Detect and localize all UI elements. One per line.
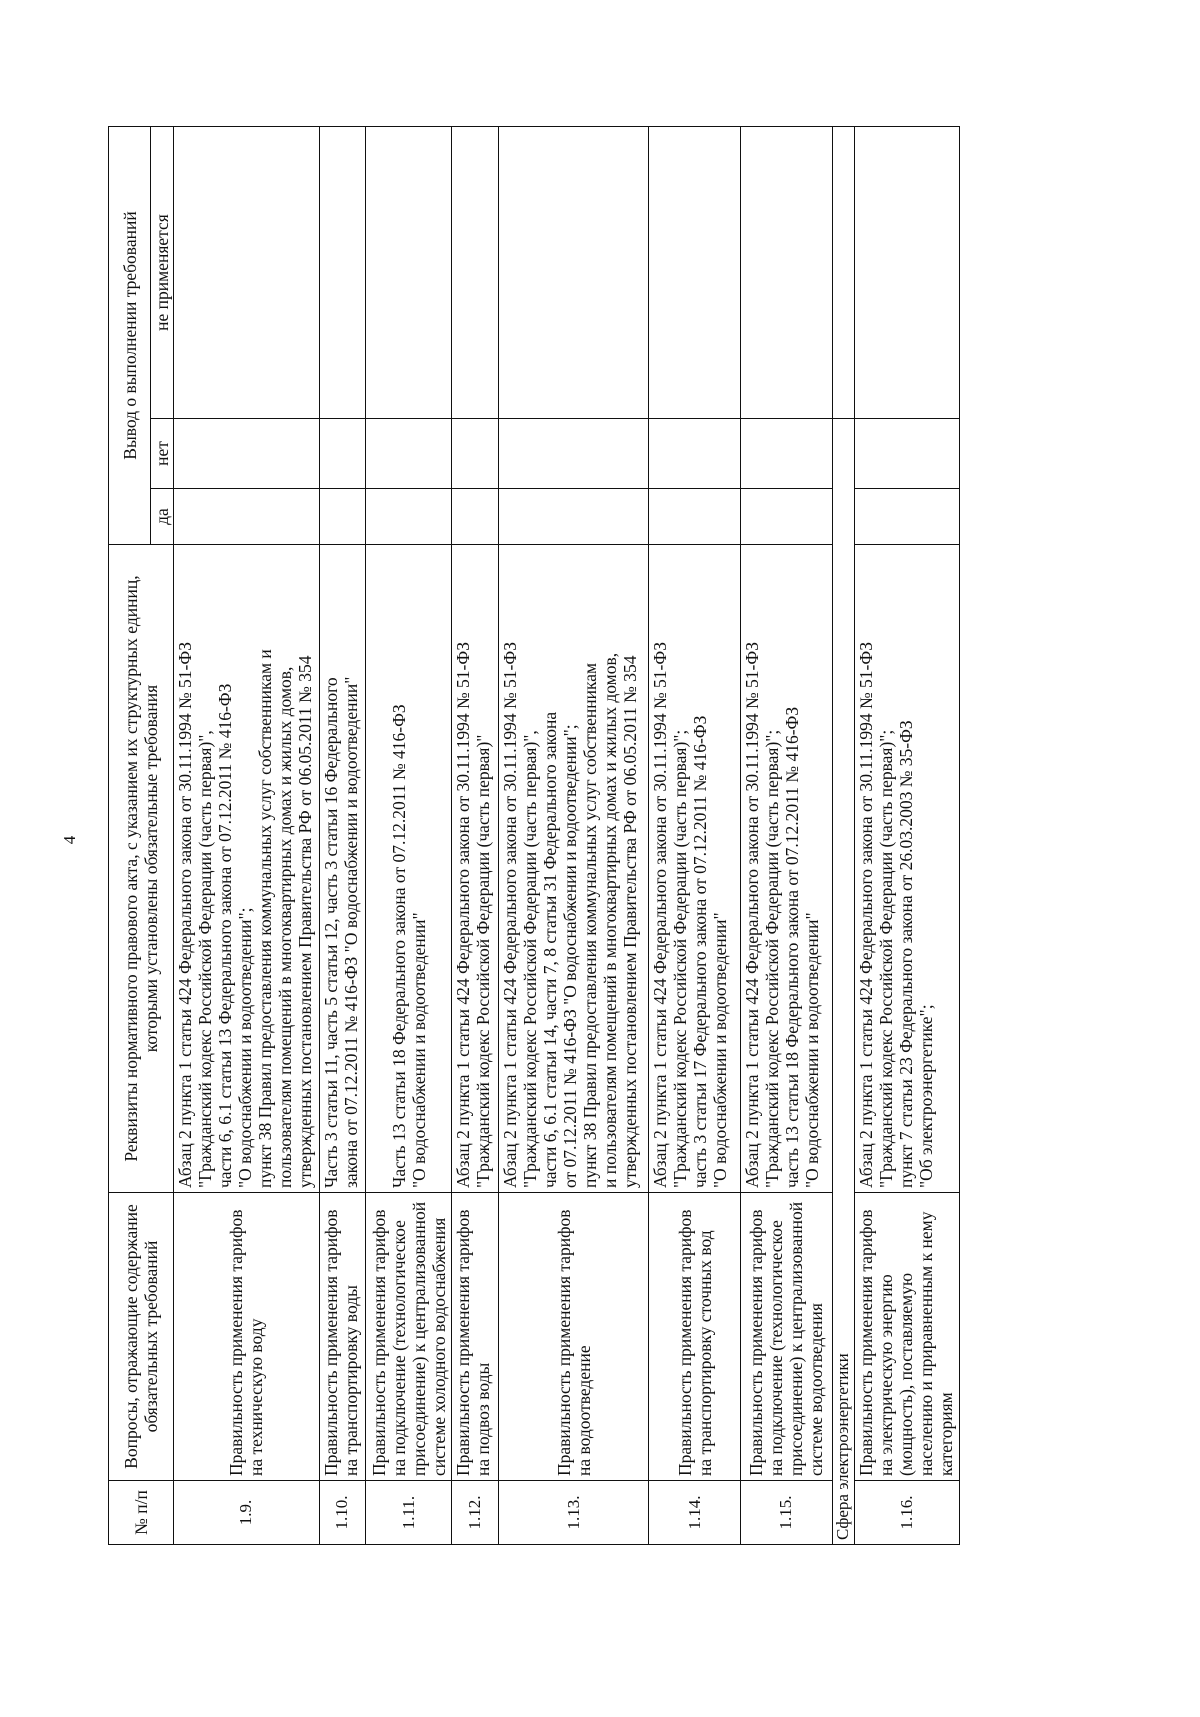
cell-yes	[174, 489, 320, 545]
act-line: Абзац 2 пункта 1 статьи 424 Федерального закона от 30.11.1994 № 51-ФЗ	[856, 642, 877, 1188]
table-row	[451, 126, 498, 1544]
rotated-table-container	[108, 127, 960, 1545]
row-question: Правильность применения тарифов на подключение (технологическое присоединение) к централизованной системе холодного водоснабжения	[366, 1193, 452, 1481]
cell-na	[174, 126, 320, 418]
act-line: "Об электроэнергетике";	[916, 1004, 937, 1188]
header-no: нет	[151, 419, 174, 489]
cell-no	[174, 419, 320, 489]
act-line: "О водоснабжении и водоотведении"	[710, 912, 731, 1188]
row-act	[498, 545, 649, 1193]
act-line: "Гражданский кодекс Российской Федерации (часть первая)";	[670, 729, 691, 1188]
act-line: Абзац 2 пункта 1 статьи 424 Федерального закона от 30.11.1994 № 51-ФЗ	[650, 642, 671, 1188]
page-number: 4	[60, 835, 79, 845]
row-number: 1.13.	[498, 1481, 649, 1545]
cell-no	[366, 419, 452, 489]
cell-na	[498, 126, 649, 418]
act-line: "О водоснабжении и водоотведении";	[235, 907, 255, 1188]
cell-yes	[319, 489, 366, 545]
header-yes: да	[151, 489, 174, 545]
section-row	[832, 126, 854, 1544]
cell-no	[451, 419, 498, 489]
table-body	[174, 126, 960, 1544]
act-line: "Гражданский кодекс Российской Федерации (часть первая)",	[195, 730, 215, 1188]
act-line: пользователям помещений в многоквартирных домах и жилых домов,	[275, 666, 295, 1188]
header-result: Вывод о выполнении требований	[109, 126, 151, 544]
cell-na	[832, 126, 854, 418]
cell-yes	[451, 489, 498, 545]
act-line: и пользователям помещений в многоквартирных домах и жилых домов,	[599, 652, 620, 1188]
act-line: "Гражданский кодекс Российской Федерации (часть первая)";	[762, 729, 783, 1188]
act-line: Абзац 2 пункта 1 статьи 424 Федерального закона от 30.11.1994 № 51-ФЗ	[742, 642, 763, 1188]
cell-na	[649, 126, 741, 418]
act-line: часть 13 статьи 18 Федерального закона от 07.12.2011 № 416-ФЗ	[782, 706, 803, 1188]
act-line: Абзац 2 пункта 1 статьи 424 Федерального закона от 30.11.1994 № 51-ФЗ	[175, 642, 195, 1188]
row-act	[649, 545, 741, 1193]
table-row	[498, 126, 649, 1544]
header-question: Вопросы, отражающие содержание обязательных требований	[109, 1193, 174, 1481]
row-number: 1.11.	[366, 1481, 452, 1545]
section-title: Сфера электроэнергетики	[832, 419, 854, 1545]
cell-yes	[741, 489, 833, 545]
cell-no	[855, 419, 960, 489]
row-act	[319, 545, 366, 1193]
act-line: Часть 13 статьи 18 Федерального закона от 07.12.2011 № 416-ФЗ	[388, 704, 409, 1188]
row-number: 1.9.	[174, 1481, 320, 1545]
cell-na	[319, 126, 366, 418]
table-row	[855, 126, 960, 1544]
row-question: Правильность применения тарифов на водоотведение	[498, 1193, 649, 1481]
cell-no	[649, 419, 741, 489]
row-act	[855, 545, 960, 1193]
act-line: пункт 38 Правил предоставления коммунальных услуг собственникам	[579, 662, 600, 1188]
cell-yes	[649, 489, 741, 545]
table-row	[174, 126, 320, 1544]
act-line: "О водоснабжении и водоотведении"	[408, 912, 429, 1188]
row-question: Правильность применения тарифов на подключение (технологическое присоединение) к централизованной системе водоотведения	[741, 1193, 833, 1481]
act-line: Часть 3 статьи 11, часть 5 статьи 12, часть 3 статьи 16 Федерального	[320, 677, 341, 1188]
act-line: от 07.12.2011 № 416-ФЗ "О водоснабжении и водоотведении";	[559, 724, 580, 1188]
act-line: пункт 7 статьи 23 Федерального закона от 26.03.2003 № 35-ФЗ	[896, 720, 917, 1188]
requirements-table	[108, 126, 960, 1545]
act-line: "Гражданский кодекс Российской Федерации (часть первая)";	[876, 729, 897, 1188]
act-line: часть 3 статьи 17 Федерального закона от 07.12.2011 № 416-ФЗ	[690, 715, 711, 1188]
row-question: Правильность применения тарифов на подвоз воды	[451, 1193, 498, 1481]
act-line: "О водоснабжении и водоотведении"	[802, 912, 823, 1188]
header-num: № п/п	[109, 1481, 174, 1545]
header-act: Реквизиты нормативного правового акта, с указанием их структурных единиц, которыми установлены обязательные требования	[109, 545, 174, 1193]
act-line: части 6, 6.1 статьи 13 Федерального закона от 07.12.2011 № 416-ФЗ	[215, 683, 235, 1188]
act-line: Абзац 2 пункта 1 статьи 424 Федерального закона от 30.11.1994 № 51-ФЗ	[499, 642, 520, 1188]
row-act	[451, 545, 498, 1193]
cell-na	[741, 126, 833, 418]
cell-na	[451, 126, 498, 418]
table-row	[741, 126, 833, 1544]
row-act	[366, 545, 452, 1193]
cell-yes	[855, 489, 960, 545]
cell-no	[498, 419, 649, 489]
cell-na	[366, 126, 452, 418]
act-line: утвержденных постановлением Правительства РФ от 06.05.2011 № 354	[295, 655, 315, 1188]
row-number: 1.16.	[855, 1481, 960, 1545]
cell-na	[855, 126, 960, 418]
act-line: "Гражданский кодекс Российской Федерации (часть первая)",	[519, 730, 540, 1188]
table-row	[366, 126, 452, 1544]
table-row	[319, 126, 366, 1544]
row-act	[174, 545, 320, 1193]
act-line: пункт 38 Правил предоставления коммунальных услуг собственникам и	[255, 649, 275, 1188]
row-question: Правильность применения тарифов на транспортировку сточных вод	[649, 1193, 741, 1481]
row-number: 1.10.	[319, 1481, 366, 1545]
row-question: Правильность применения тарифов на электрическую энергию (мощность), поставляемую населению и приравненным к нему категориям	[855, 1193, 960, 1481]
cell-yes	[498, 489, 649, 545]
row-question: Правильность применения тарифов на транспортировку воды	[319, 1193, 366, 1481]
row-number: 1.15.	[741, 1481, 833, 1545]
act-line: Абзац 2 пункта 1 статьи 424 Федерального закона от 30.11.1994 № 51-ФЗ	[452, 642, 473, 1188]
table-row	[649, 126, 741, 1544]
cell-yes	[366, 489, 452, 545]
cell-no	[741, 419, 833, 489]
act-line: "Гражданский кодекс Российской Федерации (часть первая)"	[472, 734, 493, 1188]
cell-no	[319, 419, 366, 489]
act-line: части 6, 6.1 статьи 14, части 7, 8 статьи 31 Федерального закона	[539, 711, 560, 1188]
header-na: не применяется	[151, 126, 174, 418]
row-act	[741, 545, 833, 1193]
row-question: Правильность применения тарифов на техническую воду	[174, 1193, 320, 1481]
act-line: утвержденных постановлением Правительства РФ от 06.05.2011 № 354	[619, 655, 640, 1188]
act-line: закона от 07.12.2011 № 416-ФЗ "О водоснабжении и водоотведении"	[340, 676, 361, 1188]
row-number: 1.12.	[451, 1481, 498, 1545]
row-number: 1.14.	[649, 1481, 741, 1545]
